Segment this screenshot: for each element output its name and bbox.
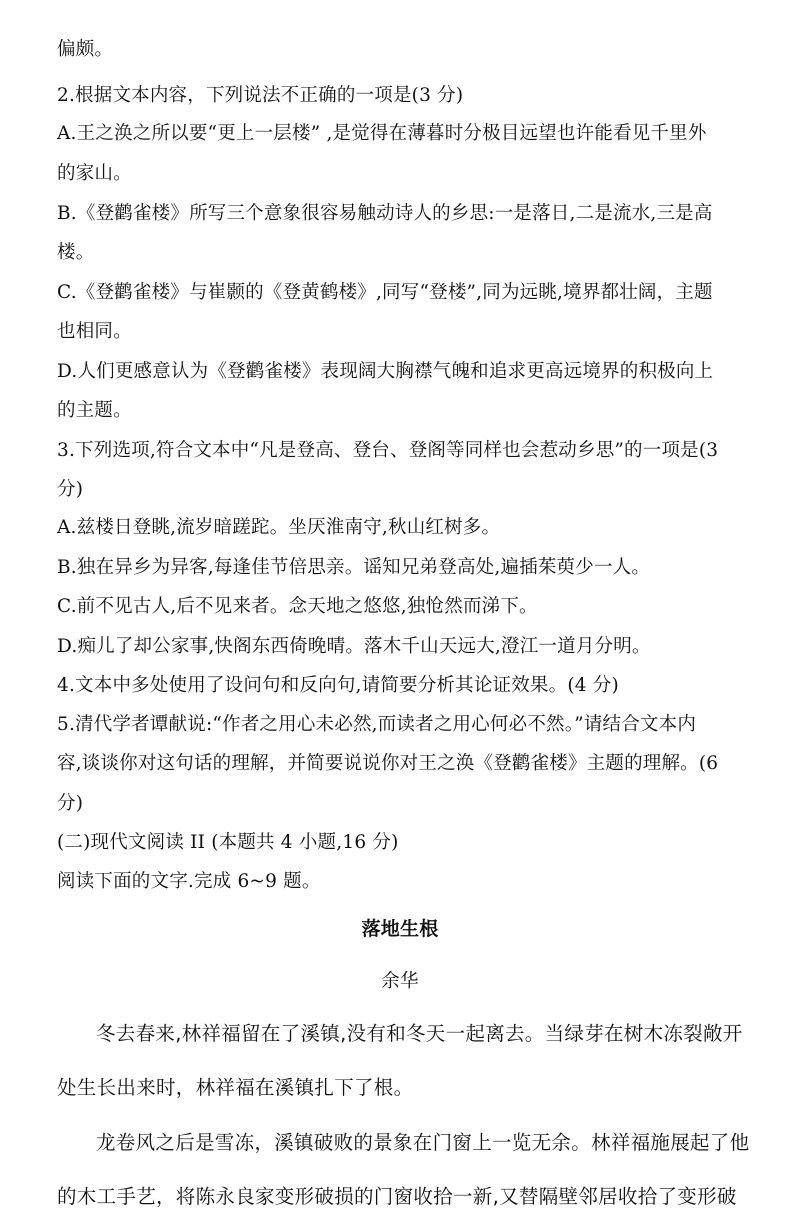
text-line: 偏颇。 bbox=[57, 39, 114, 60]
question-3-option-a: A.兹楼日登眺,流岁暗蹉跎。坐厌淮南守,秋山红树多。 bbox=[57, 517, 501, 538]
question-2-option-b-cont: 楼。 bbox=[57, 242, 95, 263]
story-author: 余华 bbox=[381, 971, 419, 992]
question-3-option-c: C.前不见古人,后不见来者。念天地之悠悠,独怆然而涕下。 bbox=[57, 596, 538, 617]
question-2-option-d-cont: 的主题。 bbox=[57, 400, 132, 421]
question-3-stem-cont: 分) bbox=[57, 479, 84, 500]
question-2-option-b: B.《登鹳雀楼》所写三个意象很容易触动诗人的乡思:一是落日,二是流水,三是高 bbox=[57, 203, 713, 224]
question-3-stem: 3.下列选项,符合文本中“凡是登高、登台、登阁等同样也会惹动乡思”的一项是(3 bbox=[57, 440, 719, 461]
story-paragraph-1-line-2: 处生长出来时，林祥福在溪镇扎下了根。 bbox=[57, 1076, 414, 1099]
question-5-stem: 5.清代学者谭献说:“作者之用心未必然,而读者之用心何必不然。”请结合文本内 bbox=[57, 714, 697, 735]
section-heading: (二)现代文阅读 II (本题共 4 小题,16 分) bbox=[57, 832, 399, 853]
question-2-option-a: A.王之涣之所以要“更上一层楼” ,是觉得在薄暮时分极目远望也许能看见千里外 bbox=[57, 123, 707, 144]
question-2-option-d: D.人们更感意认为《登鹳雀楼》表现阔大胸襟气魄和追求更高远境界的积极向上 bbox=[57, 361, 714, 382]
question-2-option-c-cont: 也相同。 bbox=[57, 321, 132, 342]
question-2-stem: 2.根据文本内容，下列说法不正确的一项是(3 分) bbox=[57, 85, 464, 106]
story-title: 落地生根 bbox=[361, 918, 439, 940]
question-5-stem-cont-2: 分) bbox=[57, 793, 84, 814]
reading-instruction: 阅读下面的文字.完成 6~9 题。 bbox=[57, 871, 321, 892]
story-paragraph-1-line-1: 冬去春来,林祥福留在了溪镇,没有和冬天一起离去。当绿芽在树木冻裂敞开 bbox=[96, 1022, 743, 1045]
question-2-option-a-cont: 的家山。 bbox=[57, 163, 132, 184]
question-2-option-c: C.《登鹳雀楼》与崔颢的《登黄鹤楼》,同写“登楼”,同为远眺,境界都壮阔，主题 bbox=[57, 282, 713, 303]
question-3-option-d: D.痴儿了却公家事,快阁东西倚晚晴。落木千山天远大,澄江一道月分明。 bbox=[57, 636, 651, 657]
story-paragraph-2-line-1: 龙卷风之后是雪冻，溪镇破败的景象在门窗上一览无余。林祥福施展起了他 bbox=[96, 1131, 750, 1154]
question-4: 4.文本中多处使用了设问句和反向句,请简要分析其论证效果。(4 分) bbox=[57, 675, 619, 696]
question-3-option-b: B.独在异乡为异客,每逢佳节倍思亲。谣知兄弟登高处,遍插茱萸少一人。 bbox=[57, 557, 651, 578]
question-5-stem-cont: 容,谈谈你对这句话的理解，并简要说说你对王之涣《登鹳雀楼》主题的理解。(6 bbox=[57, 753, 719, 774]
story-paragraph-2-line-2: 的木工手艺，将陈永良家变形破损的门窗收拾一新,又替隔壁邻居收拾了变形破 bbox=[57, 1185, 737, 1208]
